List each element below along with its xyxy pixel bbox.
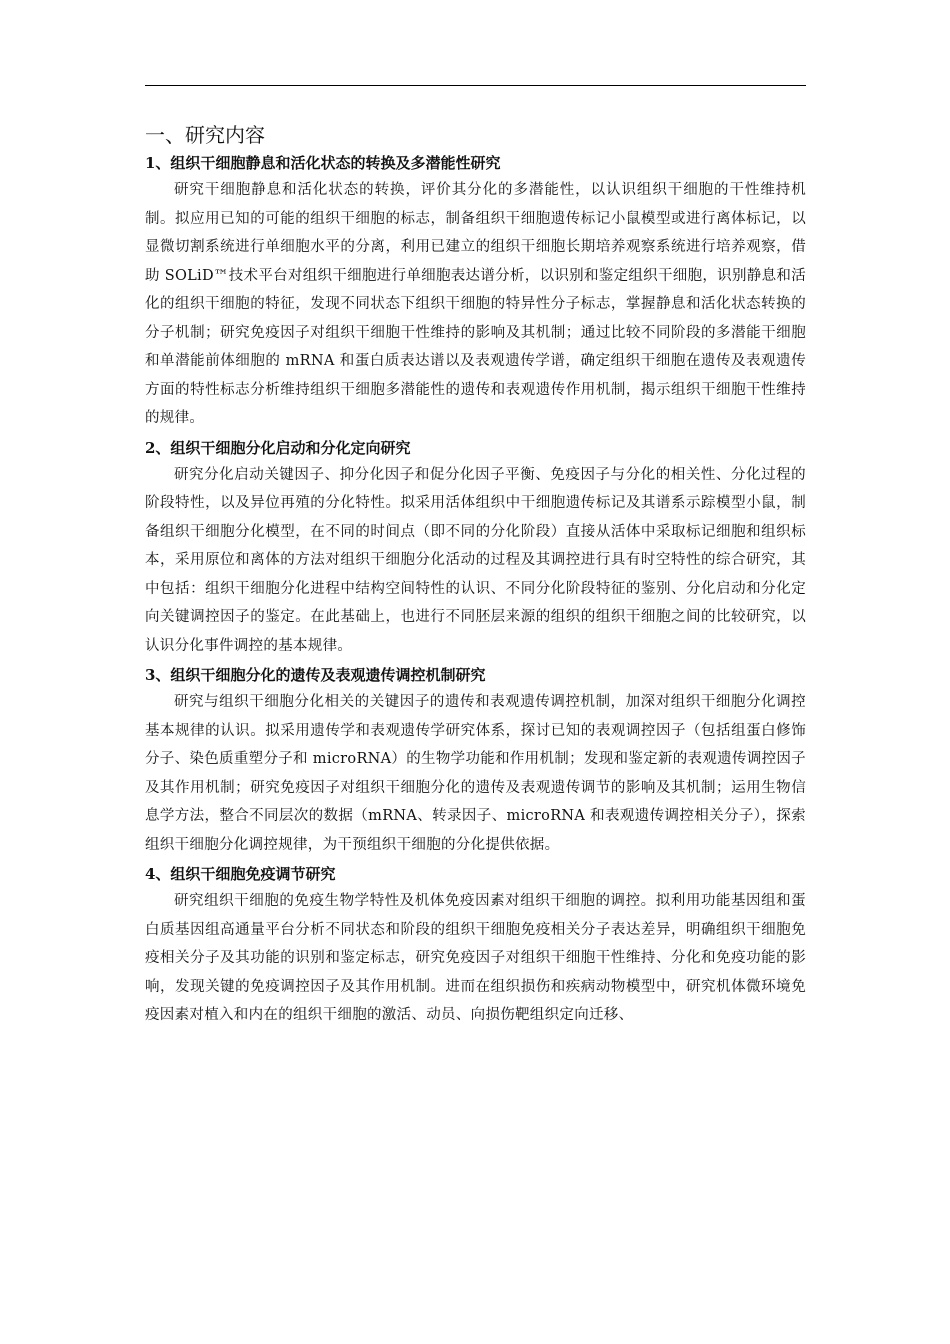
section-4 [145, 861, 806, 1030]
section-paragraph: 研究分化启动关键因子、抑分化因子和促分化因子平衡、免疫因子与分化的相关性、分化过程的阶段特性，以及异位再殖的分化特性。拟采用活体组织中干细胞遗传标记及其谱系示踪模型小鼠，制备组织干细胞分化模型，在不同的时间点（即不同的分化阶段）直接从活体中采取标记细胞和组织标本，采用原位和离体的方法对组织干细胞分化活动的过程及其调控进行具有时空特性的综合研究，其中包括：组织干细胞分化进程中结构空间特性的认识、不同分化阶段特征的鉴别、分化启动和分化定向关键调控因子的鉴定。在此基础上，也进行不同胚层来源的组织的组织干细胞之间的比较研究，以认识分化事件调控的基本规律。 [145, 466, 806, 654]
document-body [145, 120, 806, 1032]
document-title: 一、研究内容 [145, 123, 265, 147]
section-heading: 2、组织干细胞分化启动和分化定向研究 [145, 438, 411, 457]
section-paragraph: 研究与组织干细胞分化相关的关键因子的遗传和表观遗传调控机制，加深对组织干细胞分化调控基本规律的认识。拟采用遗传学和表观遗传学研究体系，探讨已知的表观调控因子（包括组蛋白修饰分子、染色质重塑分子和 microRNA）的生物学功能和作用机制；发现和鉴定新的表观遗传调控因子及其作用机制；研究免疫因子对组织干细胞分化的遗传及表观遗传调节的影响及其机制；运用生物信息学方法，整合不同层次的数据（mRNA、转录因子、microRNA 和表观遗传调控相关分子），探索组织干细胞分化调控规律，为干预组织干细胞的分化提供依据。 [145, 694, 806, 853]
section-paragraph: 研究组织干细胞的免疫生物学特性及机体免疫因素对组织干细胞的调控。拟利用功能基因组和蛋白质基因组高通量平台分析不同状态和阶段的组织干细胞免疫相关分子表达差异，明确组织干细胞免疫相关分子及其功能的识别和鉴定标志，研究免疫因子对组织干细胞干性维持、分化和免疫功能的影响，发现关键的免疫调控因子及其作用机制。进而在组织损伤和疾病动物模型中，研究机体微环境免疫因素对植入和内在的组织干细胞的激活、动员、向损伤靶组织定向迁移、 [145, 893, 806, 1023]
section-heading: 1、组织干细胞静息和活化状态的转换及多潜能性研究 [145, 154, 501, 172]
section-paragraph: 研究干细胞静息和活化状态的转换，评价其分化的多潜能性，以认识组织干细胞的干性维持机制。拟应用已知的可能的组织干细胞的标志，制备组织干细胞遗传标记小鼠模型或进行离体标记，以显微切割系统进行单细胞水平的分离，利用已建立的组织干细胞长期培养观察系统进行培养观察，借助 SOLiD™技术平台对组织干细胞进行单细胞表达谱分析，以识别和鉴定组织干细胞，识别静息和活化的组织干细胞的特征，发现不同状态下组织干细胞的特异性分子标志，掌握静息和活化状态转换的分子机制；研究免疫因子对组织干细胞干性维持的影响及其机制；通过比较不同阶段的多潜能干细胞和单潜能前体细胞的 mRNA 和蛋白质表达谱以及表观遗传学谱，确定组织干细胞在遗传及表观遗传方面的特性标志分析维持组织干细胞多潜能性的遗传和表观遗传作用机制，揭示组织干细胞干性维持的规律。 [145, 182, 806, 426]
section-1 [145, 150, 806, 433]
section-heading: 4、组织干细胞免疫调节研究 [145, 865, 336, 883]
section-3 [145, 662, 806, 859]
header-rule [145, 85, 806, 86]
section-heading: 3、组织干细胞分化的遗传及表观遗传调控机制研究 [145, 666, 486, 684]
section-2 [145, 435, 806, 661]
